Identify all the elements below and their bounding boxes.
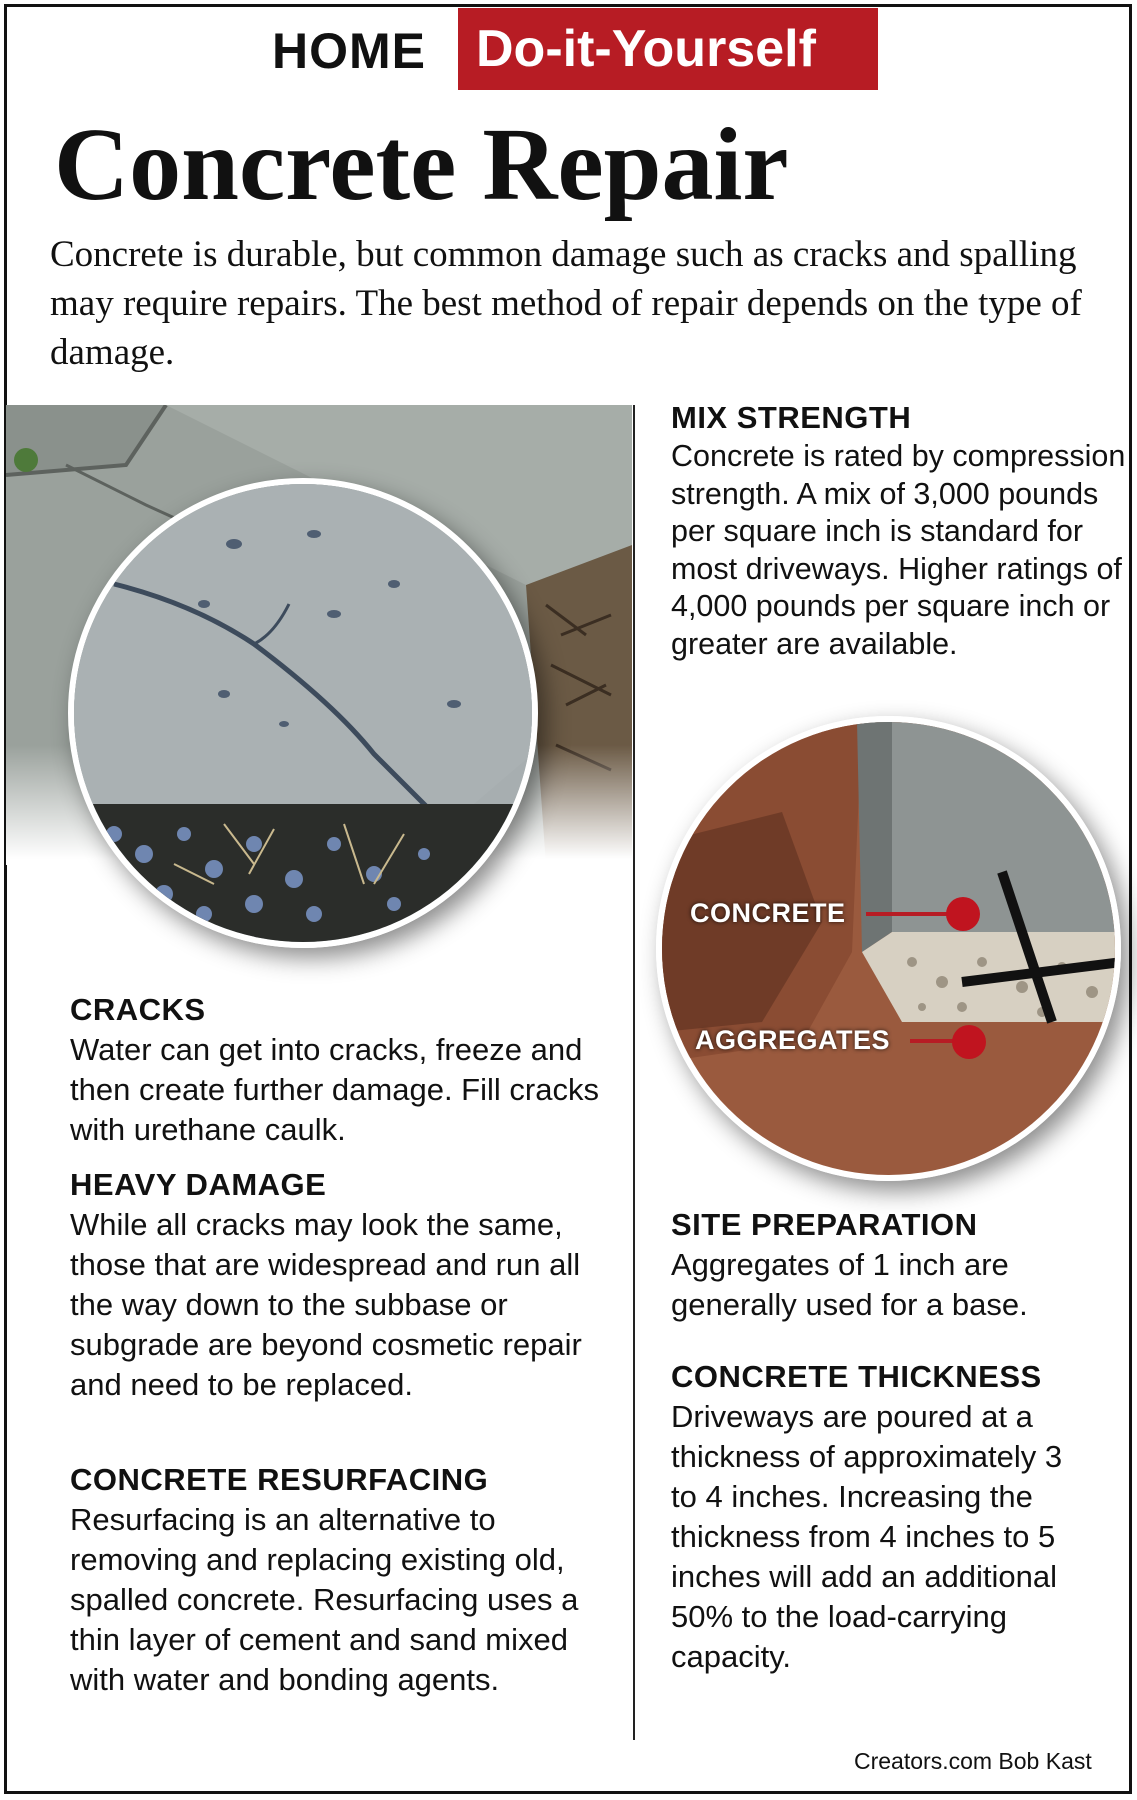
concrete-thickness-section — [671, 1357, 1091, 1677]
slab-diagram-art — [662, 722, 1121, 1181]
concrete-pointer-line — [866, 912, 952, 916]
concrete-thickness-heading: CONCRETE THICKNESS — [671, 1359, 1042, 1394]
crack-closeup-photo — [68, 478, 538, 948]
site-preparation-section — [671, 1205, 1091, 1325]
resurfacing-body: Resurfacing is an alternative to removing and replacing existing old, spalled concrete. Resurfacing uses a thin layer of cement and sand mixed with water and bonding agents. — [70, 1502, 579, 1697]
mix-strength-heading: MIX STRENGTH — [671, 400, 912, 435]
column-divider — [633, 405, 635, 1740]
concrete-label: CONCRETE — [690, 898, 846, 928]
intro-text: Concrete is durable, but common damage such as cracks and spalling may require repairs. The best method of repair depends on the type of damage. — [50, 234, 1082, 373]
aggregates-label: AGGREGATES — [695, 1025, 891, 1055]
mix-strength-section — [671, 398, 1131, 663]
brand-home: HOME — [272, 23, 426, 79]
heavy-damage-heading: HEAVY DAMAGE — [70, 1167, 327, 1202]
cracks-section — [70, 990, 630, 1150]
heavy-damage-section — [70, 1165, 630, 1405]
brand-do-it-yourself: Do-it-Yourself — [458, 8, 878, 90]
cracks-heading: CRACKS — [70, 992, 206, 1027]
heavy-damage-body: While all cracks may look the same, those that are widespread and run all the way down to the subbase or subgrade are beyond cosmetic repair and need to be replaced. — [70, 1207, 582, 1402]
site-preparation-heading: SITE PREPARATION — [671, 1207, 978, 1242]
crack-closeup-art — [74, 484, 538, 948]
cracks-body: Water can get into cracks, freeze and then create further damage. Fill cracks with urethane caulk. — [70, 1032, 599, 1147]
resurfacing-section — [70, 1460, 630, 1700]
mix-strength-body: Concrete is rated by compression strength. A mix of 3,000 pounds per square inch is standard for most driveways. Higher ratings of 4,000 pounds per square inch or greater are available. — [671, 439, 1126, 661]
page-title: Concrete Repair — [54, 107, 789, 222]
concrete-pointer-dot — [946, 897, 980, 931]
credit-line: Creators.com Bob Kast — [854, 1748, 1092, 1774]
aggregates-pointer-dot — [952, 1025, 986, 1059]
slab-diagram-photo — [656, 716, 1121, 1181]
concrete-thickness-body: Driveways are poured at a thickness of approximately 3 to 4 inches. Increasing the thickness from 4 inches to 5 inches will add an additional 50% to the load-carrying capacity. — [671, 1399, 1063, 1674]
site-preparation-body: Aggregates of 1 inch are generally used for a base. — [671, 1247, 1028, 1322]
resurfacing-heading: CONCRETE RESURFACING — [70, 1462, 489, 1497]
